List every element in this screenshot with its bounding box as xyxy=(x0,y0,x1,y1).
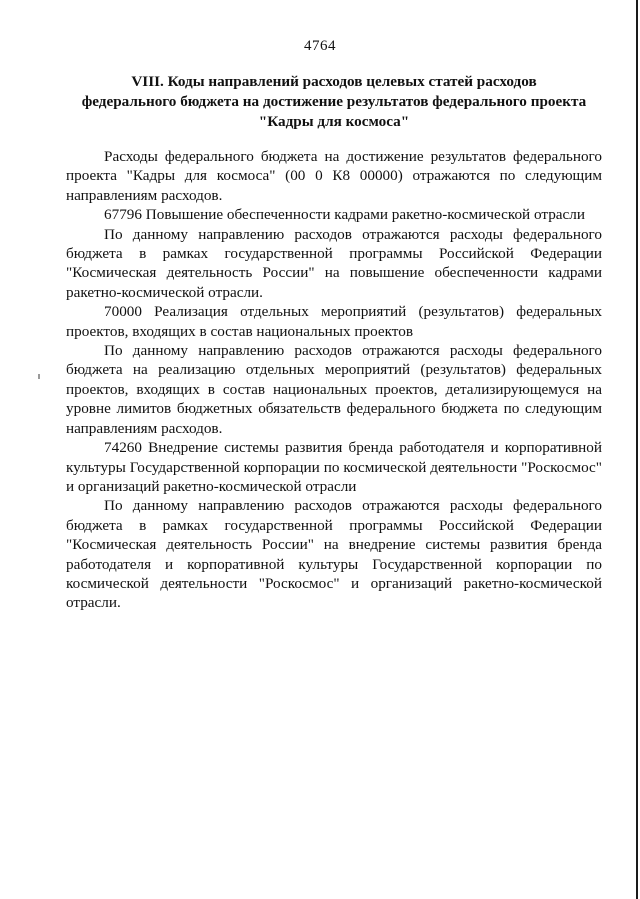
scan-speck xyxy=(38,374,40,379)
heading-line-1: VIII. Коды направлений расходов целевых статей расходов xyxy=(131,73,537,90)
document-body xyxy=(66,147,602,613)
page-number: 4764 xyxy=(304,38,336,54)
heading-line-3: "Кадры для космоса" xyxy=(258,113,410,130)
scan-edge xyxy=(636,0,638,899)
paragraph-code-67796: 67796 Повышение обеспеченности кадрами ракетно-космической отрасли xyxy=(104,206,585,224)
paragraph-desc-74260: По данному направлению расходов отражаются расходы федерального бюджета в рамках государственной программы Российской Федерации "Космическая деятельность России" на внедрение системы развития бренда работодателя и корпоративной культуры Государственной корпорации по космической деятельности "Роскосмос" и организаций ракетно-космической отрасли. xyxy=(66,497,602,612)
heading-line-2: федерального бюджета на достижение результатов федерального проекта xyxy=(81,93,587,110)
paragraph-code-70000: 70000 Реализация отдельных мероприятий (результатов) федеральных проектов, входящих в состав национальных проектов xyxy=(66,303,602,340)
section-heading xyxy=(66,72,602,132)
paragraph-desc-70000: По данному направлению расходов отражаются расходы федерального бюджета на реализацию отдельных мероприятий (результатов) федеральных проектов, входящих в состав национальных проектов, детализирующемуся на уровне лимитов бюджетных обязательств федерального бюджета по следующим направлениям расходов. xyxy=(66,342,602,437)
paragraph-desc-67796: По данному направлению расходов отражаются расходы федерального бюджета в рамках государственной программы Российской Федерации "Космическая деятельность России" на повышение обеспеченности кадрами ракетно-космической отрасли. xyxy=(66,225,602,301)
paragraph-code-74260: 74260 Внедрение системы развития бренда работодателя и корпоративной культуры Государственной корпорации по космической деятельности "Роскосмос" и организаций ракетно-космической отрасли xyxy=(66,439,602,495)
paragraph-intro: Расходы федерального бюджета на достижение результатов федерального проекта "Кадры для космоса" (00 0 К8 00000) отражаются по следующим направлениям расходов. xyxy=(66,148,602,204)
